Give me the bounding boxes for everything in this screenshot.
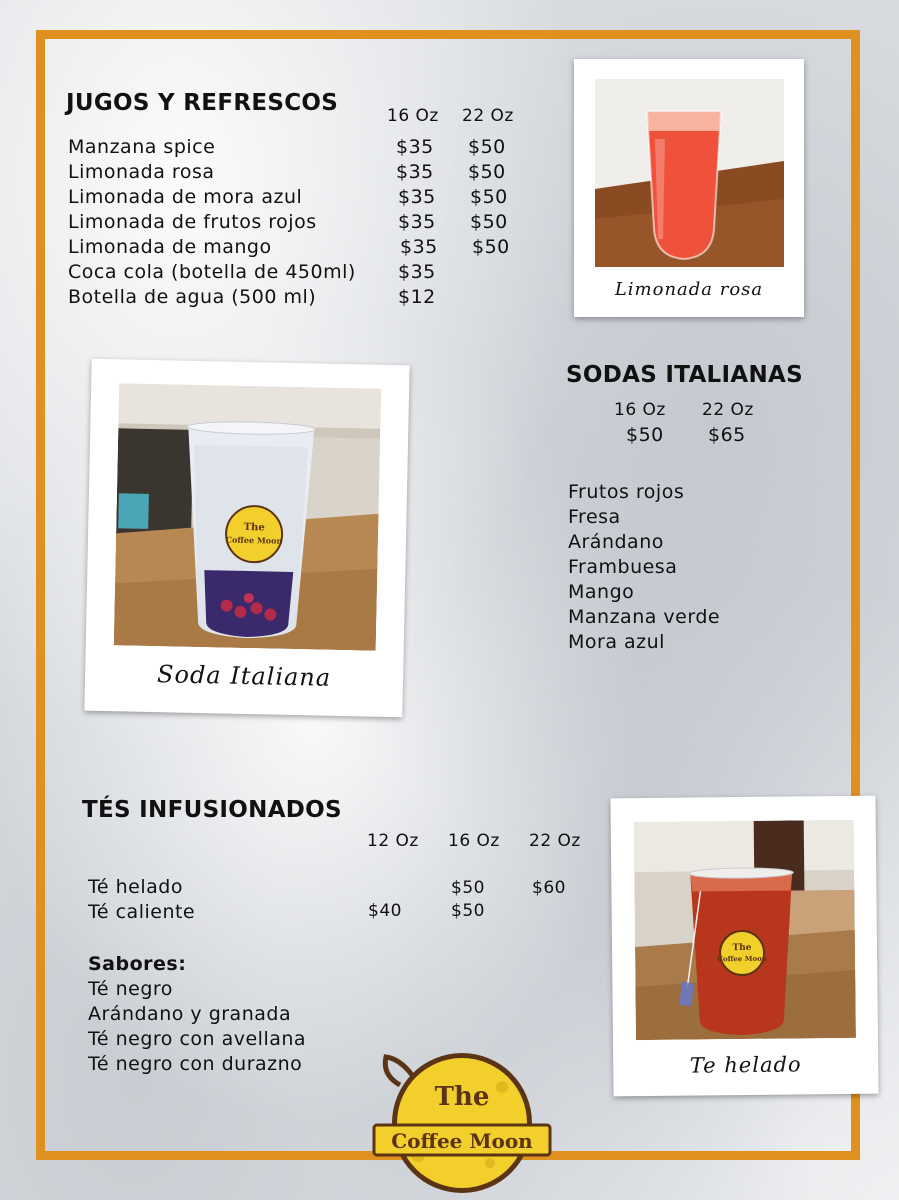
sodas-flavor: Frambuesa <box>568 556 678 578</box>
jugos-item-price-16: $35 <box>398 211 436 233</box>
soda-cup-logo-text-2: Coffee Moon <box>225 534 283 546</box>
sodas-size-16: 16 Oz <box>614 400 666 420</box>
jugos-item-name: Coca cola (botella de 450ml) <box>68 261 356 283</box>
jugos-item-price-22: $50 <box>472 236 510 258</box>
tes-item-name: Té helado <box>88 876 183 898</box>
jugos-item-name: Limonada de mango <box>68 236 272 258</box>
jugos-item-name: Botella de agua (500 ml) <box>68 286 317 308</box>
sodas-flavor: Mora azul <box>568 631 665 653</box>
jugos-item-price-16: $35 <box>400 236 438 258</box>
limonada-caption: Limonada rosa <box>614 279 764 300</box>
tes-flavors-title: Sabores: <box>88 953 187 975</box>
jugos-size-16: 16 Oz <box>387 106 439 126</box>
te-caption: Te helado <box>689 1052 802 1078</box>
sodas-flavor: Manzana verde <box>568 606 721 628</box>
soda-glass-image <box>114 383 381 650</box>
te-cup-logo-text-2: Coffee Moon <box>717 953 767 964</box>
limonada-photo <box>595 79 784 267</box>
tes-flavor: Té negro con durazno <box>88 1053 303 1075</box>
jugos-item-price-22: $50 <box>468 136 506 158</box>
sodas-flavor: Arándano <box>568 531 664 553</box>
te-polaroid <box>610 796 878 1097</box>
tes-title: TÉS INFUSIONADOS <box>82 797 342 823</box>
tes-item-name: Té caliente <box>88 901 196 923</box>
soda-polaroid <box>84 359 409 718</box>
tes-size-16: 16 Oz <box>448 831 500 851</box>
tes-item-price-12: $40 <box>368 901 402 921</box>
tes-size-22: 22 Oz <box>529 831 581 851</box>
jugos-item-price-16: $35 <box>398 186 436 208</box>
coffee-moon-logo <box>372 1045 562 1195</box>
jugos-item-name: Manzana spice <box>68 136 216 158</box>
jugos-item-name: Limonada de mora azul <box>68 186 303 208</box>
sodas-price-22: $65 <box>708 424 746 446</box>
jugos-item-price-22: $50 <box>470 186 508 208</box>
jugos-item-price-16: $35 <box>396 161 434 183</box>
jugos-item-price-16: $35 <box>398 261 436 283</box>
limonada-glass-image <box>595 79 784 267</box>
jugos-item-price-22: $50 <box>468 161 506 183</box>
soda-caption: Soda Italiana <box>156 660 332 692</box>
sodas-flavor: Fresa <box>568 506 621 528</box>
jugos-size-22: 22 Oz <box>462 106 514 126</box>
jugos-item-price-22: $50 <box>470 211 508 233</box>
sodas-title: SODAS ITALIANAS <box>566 362 803 388</box>
coffee-moon-logo-icon <box>372 1045 562 1195</box>
sodas-size-22: 22 Oz <box>702 400 754 420</box>
limonada-polaroid <box>574 59 804 317</box>
soda-cup-logo-text-1: The <box>243 521 265 534</box>
logo-text-the: The <box>434 1082 490 1112</box>
te-cup-logo-text-1: The <box>732 942 752 954</box>
tes-size-12: 12 Oz <box>367 831 419 851</box>
tes-item-price-16: $50 <box>451 878 485 898</box>
tes-item-price-22: $60 <box>532 878 566 898</box>
logo-text-coffee-moon: Coffee Moon <box>391 1129 533 1153</box>
sodas-price-16: $50 <box>626 424 664 446</box>
jugos-item-name: Limonada de frutos rojos <box>68 211 317 233</box>
soda-photo <box>114 383 381 650</box>
jugos-title: JUGOS Y REFRESCOS <box>66 90 339 116</box>
sodas-flavor: Frutos rojos <box>568 481 685 503</box>
jugos-item-price-16: $35 <box>396 136 434 158</box>
te-photo <box>634 820 856 1040</box>
tes-item-price-16: $50 <box>451 901 485 921</box>
jugos-item-price-16: $12 <box>398 286 436 308</box>
jugos-item-name: Limonada rosa <box>68 161 215 183</box>
tes-flavor: Té negro con avellana <box>88 1028 307 1050</box>
te-glass-image <box>634 820 856 1040</box>
sodas-flavor: Mango <box>568 581 635 603</box>
tes-flavor: Arándano y granada <box>88 1003 292 1025</box>
tes-flavor: Té negro <box>88 978 173 1000</box>
